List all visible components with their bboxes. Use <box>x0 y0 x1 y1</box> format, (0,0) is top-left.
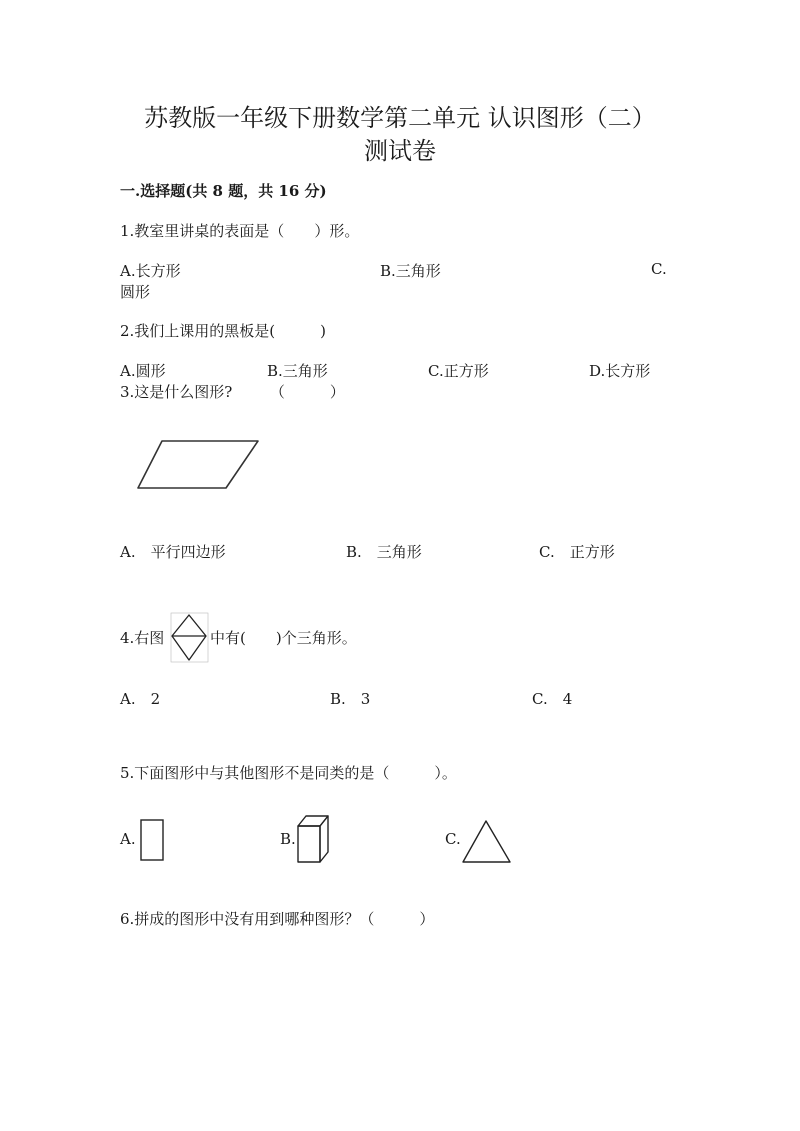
question-1-option-c-text: 圆形 <box>120 283 151 301</box>
question-5-stem: 5.下面图形中与其他图形不是同类的是（ ）。 <box>120 764 457 782</box>
question-3-stem: 3.这是什么图形? （ ） <box>120 383 345 401</box>
question-5-option-c: C. <box>445 830 461 848</box>
question-4-option-c: C. 4 <box>532 690 573 708</box>
rectangle-figure <box>139 818 167 864</box>
question-3-option-a: A. 平行四边形 <box>120 543 226 561</box>
question-2-option-b: B.三角形 <box>267 362 328 380</box>
question-5-option-a: A. <box>120 830 136 848</box>
question-3-option-c: C. 正方形 <box>539 543 615 561</box>
question-2-option-a: A.圆形 <box>120 362 166 380</box>
question-4-option-a: A. 2 <box>120 690 161 708</box>
doc-title-line2: 测试卷 <box>364 137 436 165</box>
question-2-option-d: D.长方形 <box>589 362 651 380</box>
question-1-option-b: B.三角形 <box>380 262 441 280</box>
question-2-stem: 2.我们上课用的黑板是( ) <box>120 322 327 340</box>
doc-title-line1: 苏教版一年级下册数学第二单元 认识图形（二） <box>144 104 656 132</box>
question-2-option-c: C.正方形 <box>428 362 489 380</box>
rhombus-figure <box>170 612 210 664</box>
question-4-stem-before: 4.右图 <box>120 629 165 647</box>
question-6-stem: 6.拼成的图形中没有用到哪种图形？（ ） <box>120 910 435 928</box>
question-1-option-c: C. <box>651 260 667 278</box>
section-heading: 一.选择题(共 8 题，共 16 分) <box>120 182 327 200</box>
question-5-option-b: B. <box>280 830 296 848</box>
cuboid-figure <box>296 812 332 866</box>
parallelogram-figure <box>130 432 270 494</box>
question-4-stem-after: 中有( )个三角形。 <box>210 629 357 647</box>
question-1-stem: 1.教室里讲桌的表面是（ ）形。 <box>120 222 360 240</box>
triangle-figure <box>461 818 515 864</box>
question-3-option-b: B. 三角形 <box>346 543 422 561</box>
question-1-option-a: A.长方形 <box>120 262 181 280</box>
question-4-option-b: B. 3 <box>330 690 371 708</box>
